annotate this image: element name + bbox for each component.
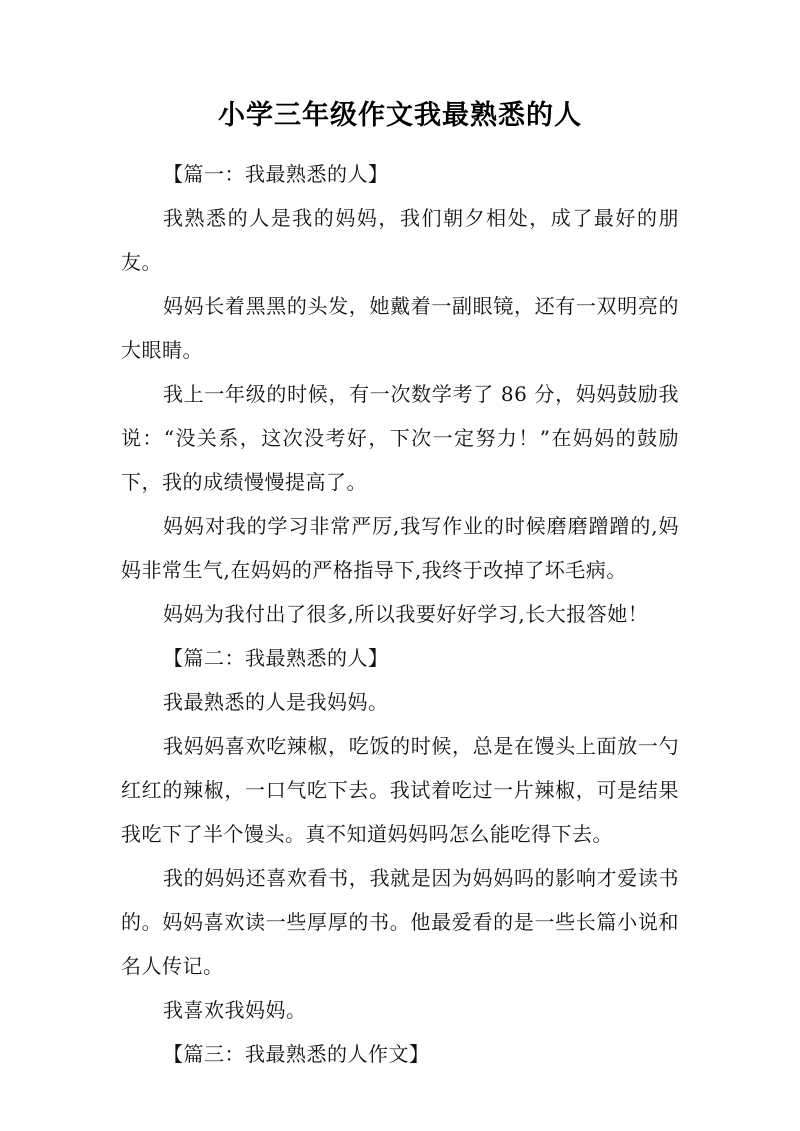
paragraph: 我妈妈喜欢吃辣椒，吃饭的时候，总是在馒头上面放一勺红红的辣椒，一口气吃下去。我试着吃过一片辣椒，可是结果我吃下了半个馒头。真不知道妈妈吗怎么能吃得下去。 xyxy=(121,734,679,846)
paragraph: 我熟悉的人是我的妈妈，我们朝夕相处，成了最好的朋友。 xyxy=(121,206,679,274)
paragraph: 我上一年级的时候，有一次数学考了 86 分，妈妈鼓励我说：“没关系，这次没考好，下次一定努力！”在妈妈的鼓励下，我的成绩慢慢提高了。 xyxy=(121,382,679,494)
document-body xyxy=(121,152,679,1076)
paragraph: 妈妈长着黑黑的头发，她戴着一副眼镜，还有一双明亮的大眼睛。 xyxy=(121,294,679,362)
document-title: 小学三年级作文我最熟悉的人 xyxy=(218,100,582,131)
section-heading-3: 【篇三：我最熟悉的人作文】 xyxy=(163,1042,430,1066)
paragraph: 我最熟悉的人是我妈妈。 xyxy=(163,690,389,714)
section-heading-1: 【篇一：我最熟悉的人】 xyxy=(163,162,389,186)
paragraph: 妈妈为我付出了很多,所以我要好好学习,长大报答她！ xyxy=(163,602,649,626)
paragraph: 妈妈对我的学习非常严厉,我写作业的时候磨磨蹭蹭的,妈妈非常生气,在妈妈的严格指导下,我终于改掉了坏毛病。 xyxy=(121,514,679,582)
section-heading-2: 【篇二：我最熟悉的人】 xyxy=(163,646,389,670)
paragraph: 我喜欢我妈妈。 xyxy=(163,998,307,1022)
paragraph: 我的妈妈还喜欢看书，我就是因为妈妈吗的影响才爱读书的。妈妈喜欢读一些厚厚的书。他最爱看的是一些长篇小说和名人传记。 xyxy=(121,866,679,978)
